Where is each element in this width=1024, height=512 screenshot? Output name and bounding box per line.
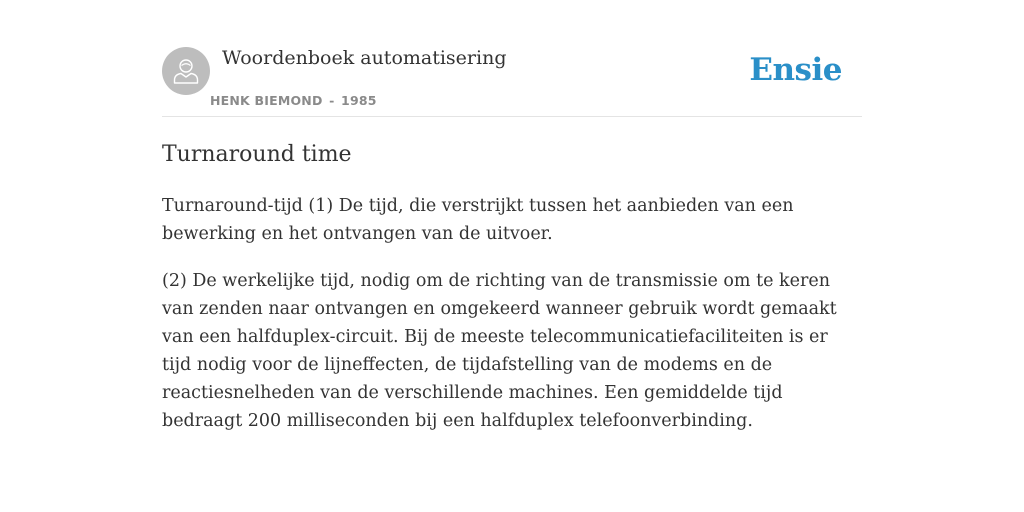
avatar (162, 47, 210, 95)
person-outline-icon (162, 47, 210, 95)
entry-title: Turnaround time (162, 142, 352, 167)
author-name: HENK BIEMOND (210, 93, 323, 108)
entry-header (162, 46, 862, 117)
brand-logo[interactable]: Ensie (749, 52, 842, 88)
entry-paragraph-1: Turnaround-tijd (1) De tijd, die verstrijkt tussen het aanbieden van een bewerking en het ontvangen van de uitvoer. (162, 196, 794, 244)
publication-year: 1985 (341, 93, 377, 108)
byline-separator: - (329, 93, 335, 108)
entry-paragraph-2: (2) De werkelijke tijd, nodig om de richting van de transmissie om te keren van zenden naar ontvangen en omgekeerd wanneer gebruik wordt gemaakt van een halfduplex-circuit. Bij de meeste telecommunicatiefaciliteiten is er tijd nodig voor de lijneffecten, de tijdafstelling van de modems en de reactiesnelheden van de verschillende machines. Een gemiddelde tijd bedraagt 200 milliseconden bij een halfduplex telefoonverbinding. (162, 271, 837, 431)
entry-card (162, 0, 862, 512)
book-title[interactable]: Woordenboek automatisering (222, 47, 507, 69)
author-byline (210, 93, 377, 109)
entry-body (162, 192, 862, 454)
